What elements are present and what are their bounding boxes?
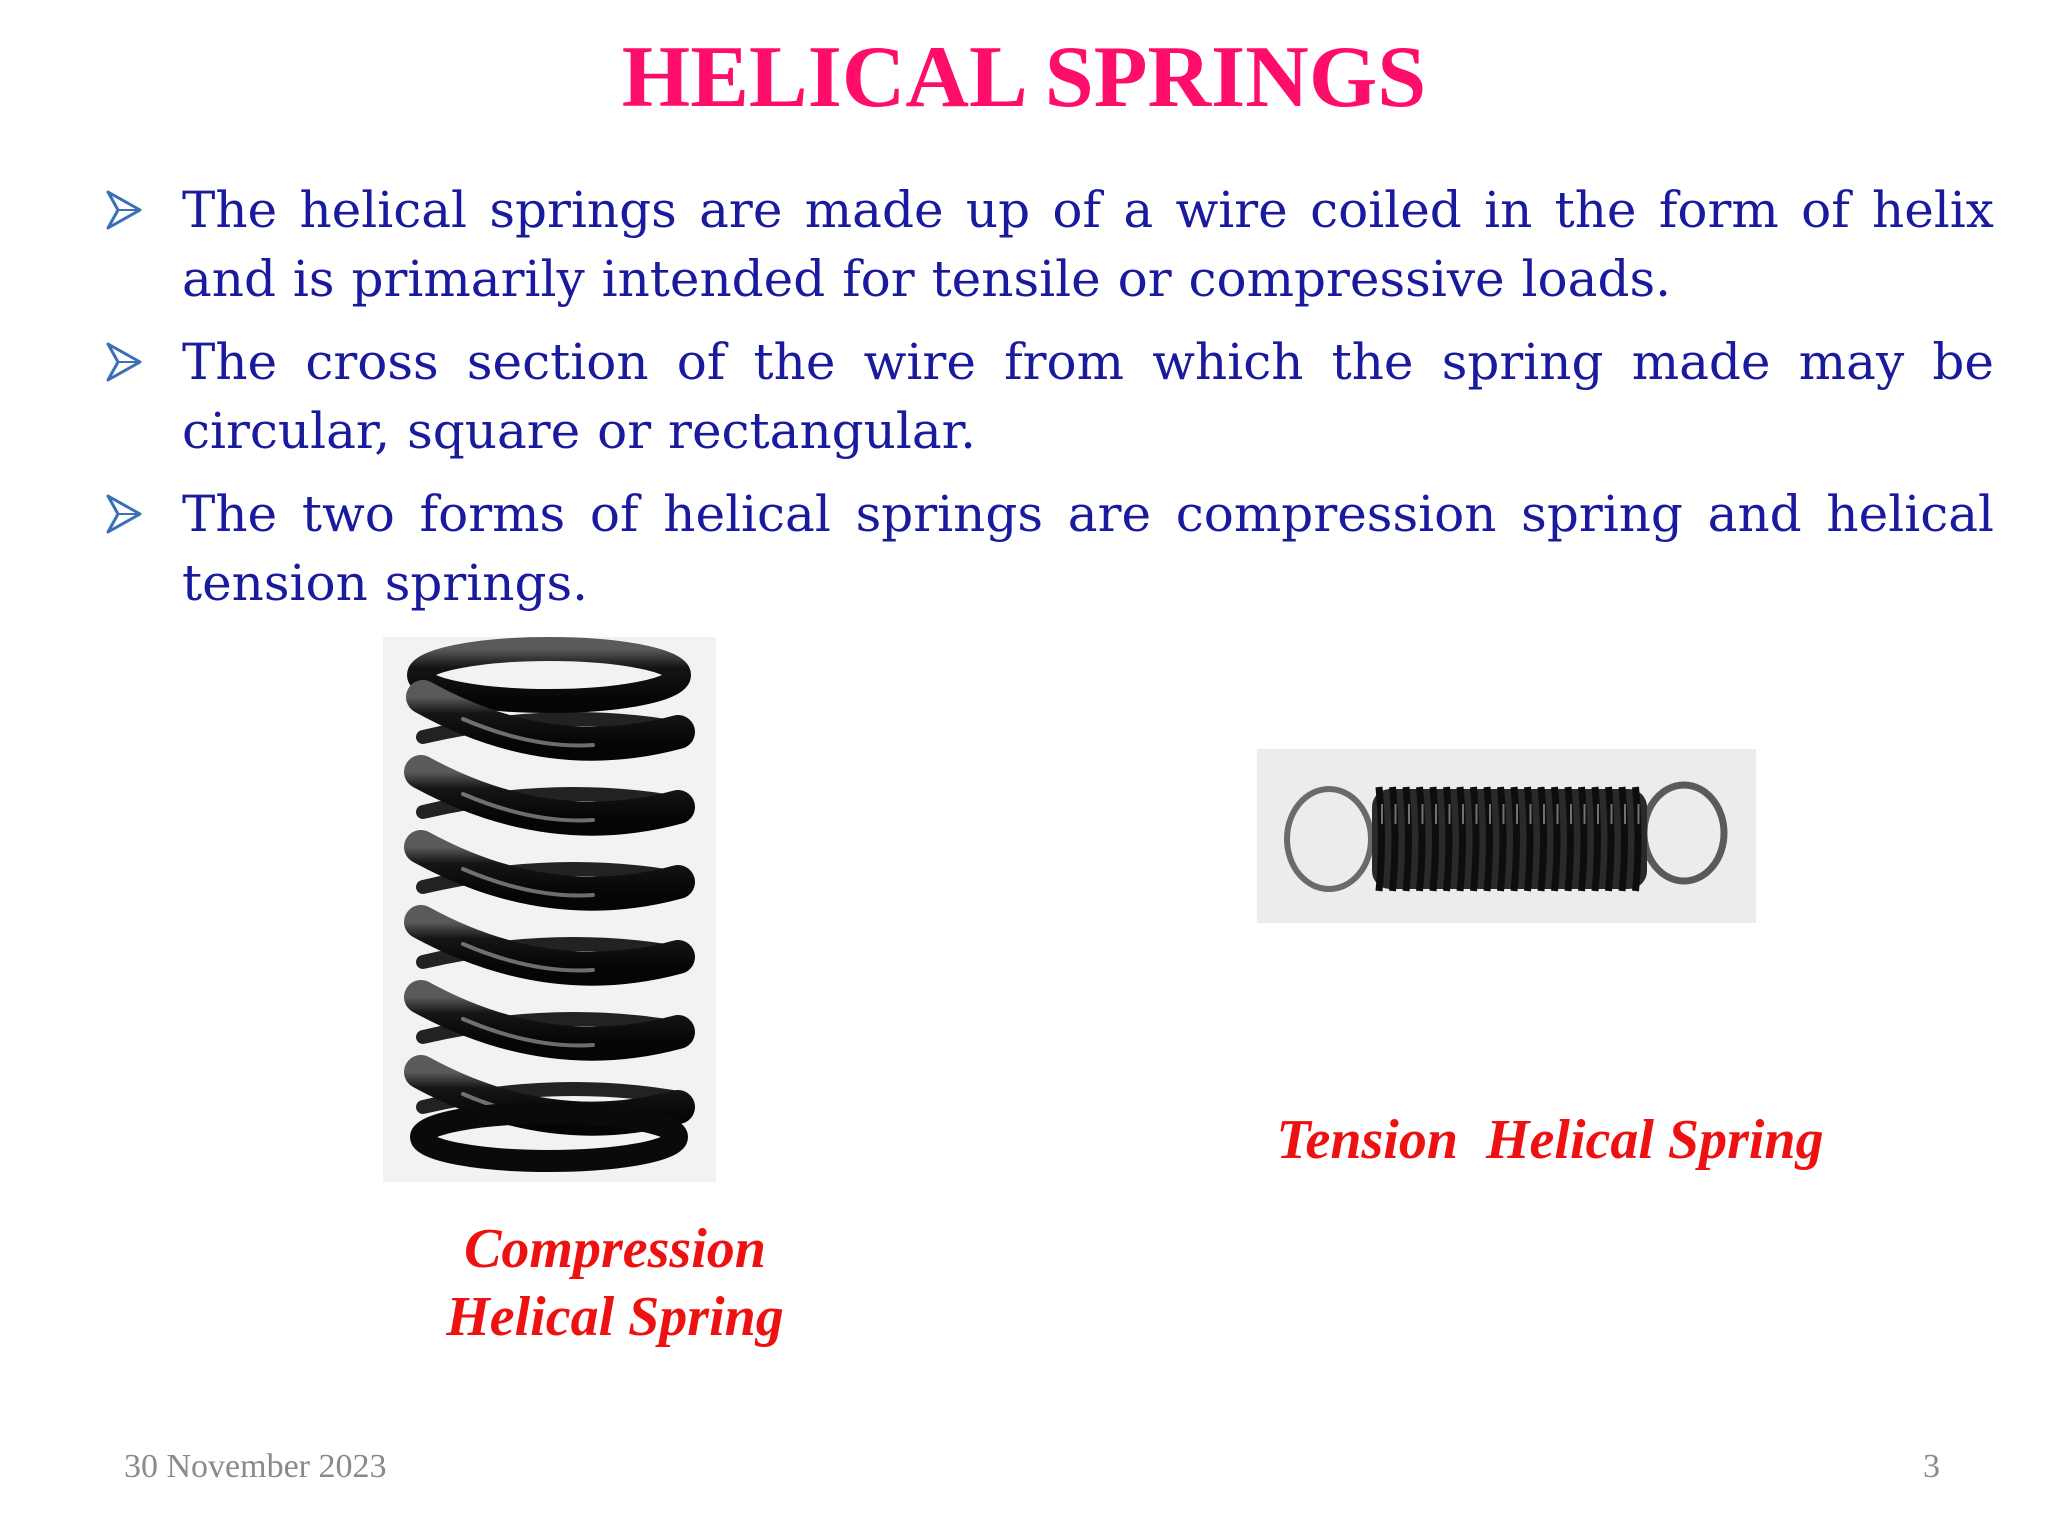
page-number: 3	[1923, 1448, 1940, 1485]
coil-turn	[1514, 787, 1517, 891]
coil-turn	[1433, 787, 1436, 891]
coil-turn	[1595, 787, 1598, 891]
coil-turn	[1636, 787, 1639, 891]
coil-turn	[1393, 787, 1396, 891]
coil-turn	[1555, 787, 1558, 891]
coil-turn	[1460, 787, 1463, 891]
arrowhead-bullet-icon	[106, 190, 142, 230]
bullet-text: The cross section of the wire from which the spring made may be circular, square or rectangular.	[182, 333, 1994, 460]
bullet-item	[100, 176, 1994, 314]
coil-turn	[1528, 787, 1531, 891]
compression-caption-line1: Compression	[464, 1218, 766, 1280]
bullet-text: The two forms of helical springs are compression spring and helical tension springs.	[182, 485, 1994, 612]
tension-spring-caption: Tension Helical Spring	[1276, 1109, 1824, 1171]
arrowhead-bullet-icon	[106, 342, 142, 382]
coil-turn	[1582, 787, 1585, 891]
coil-turn	[1379, 787, 1382, 891]
slide-title: HELICAL SPRINGS	[621, 29, 1427, 126]
bullet-text: The helical springs are made up of a wire coiled in the form of helix and is primarily intended for tensile or compressive loads.	[182, 181, 1994, 308]
tension-spring-image	[1257, 749, 1756, 923]
bullet-item	[100, 328, 1994, 466]
compression-spring-caption	[390, 1215, 840, 1351]
coil-turn	[1622, 787, 1625, 891]
footer-date: 30 November 2023	[124, 1448, 387, 1485]
compression-spring-image	[383, 637, 716, 1182]
bullet-item	[100, 480, 1994, 618]
coil-turn	[1420, 787, 1423, 891]
bullet-list	[100, 176, 1994, 632]
compression-spring-drawing	[383, 637, 716, 1182]
coil-turn	[1541, 787, 1544, 891]
coil-turn	[1406, 787, 1409, 891]
tension-spring-drawing	[1257, 749, 1756, 923]
coil-turn	[1609, 787, 1612, 891]
coil-turn	[1447, 787, 1450, 891]
coil-turn	[1474, 787, 1477, 891]
coil-turn	[1501, 787, 1504, 891]
arrowhead-bullet-icon	[106, 494, 142, 534]
coil-turn	[1568, 787, 1571, 891]
compression-caption-line2: Helical Spring	[446, 1286, 784, 1348]
coil-turn	[1487, 787, 1490, 891]
